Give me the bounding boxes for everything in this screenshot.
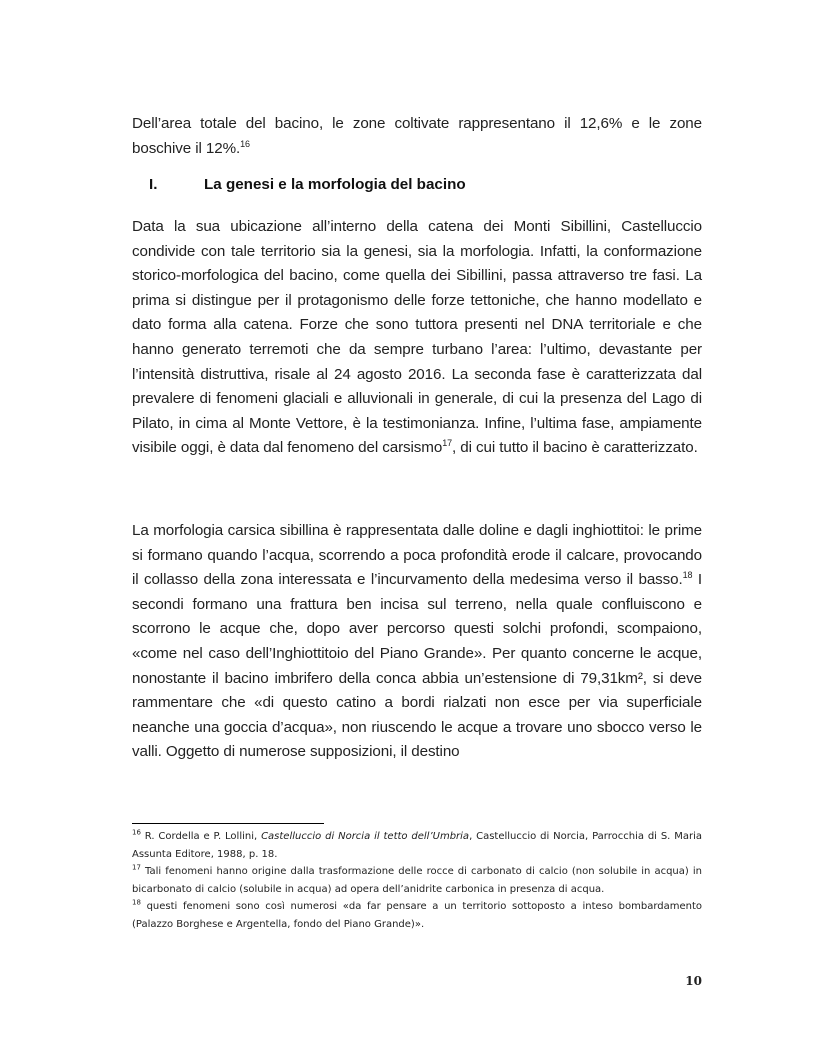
section-title: La genesi e la morfologia del bacino [204,176,466,193]
footnote-17 [132,863,702,898]
morfologia-text-end: I secondi formano una frattura ben incisa sul terreno, nella quale confluiscono e scorrono le acque che, dopo aver percorso questi solchi profondi, scompaiono, «come nel caso dell’Inghiottitoio del Piano Grande». Per quanto concerne le acque, nonostante il bacino imbrifero della conca abbia un’estensione di 79,31km², si deve rammentare che «di questo catino a bordi rialzati non esce per via superficiale neanche una goccia d’acqua», non riuscendo le acque a trovare uno sbocco verso le valli. Oggetto di numerose supposizioni, il destino [132,571,702,761]
intro-paragraph [132,112,702,161]
footnote-number: 16 [132,828,141,837]
intro-text: Dell’area totale del bacino, le zone coltivate rappresentano il 12,6% e le zone boschive il 12%. [132,115,702,157]
footnote-ref-17[interactable]: 17 [442,438,453,449]
paragraph-genesi [132,215,702,461]
morfologia-text: La morfologia carsica sibillina è rappresentata dalle doline e dagli inghiottitoi: le prime si formano quando l’acqua, scorrendo a poca profondità erode il calcare, provocando il collasso della zona interessata e l’incurvamento della medesima verso il basso. [132,522,702,589]
section-heading [149,176,466,193]
paragraph-morfologia [132,519,702,765]
footnote-text: questi fenomeni sono così numerosi «da far pensare a un territorio sottoposto a inteso bombardamento (Palazzo Borghese e Argentella, fondo del Piano Grande)». [132,901,702,930]
footnote-text: R. Cordella e P. Lollini, [140,831,262,842]
page-number: 10 [685,974,702,988]
footnotes [132,828,702,933]
footnote-text: , Castelluccio di Norcia, Parrocchia di S. Maria Assunta Editore, 1988, p. 18. [132,831,702,860]
genesi-text-end: , di cui tutto il bacino è caratterizzato. [452,439,698,457]
footnote-number: 17 [132,863,141,872]
footnote-text: Tali fenomeni hanno origine dalla trasformazione delle rocce di carbonato di calcio (non solubile in acqua) in bicarbonato di calcio (solubile in acqua) ad opera dell’anidrite carbonica in presenza di acqua. [132,866,702,895]
genesi-text: Data la sua ubicazione all’interno della catena dei Monti Sibillini, Castelluccio condivide con tale territorio sia la genesi, sia la morfologia. Infatti, la conformazione storico-morfologica del bacino, come quella dei Sibillini, passa attraverso tre fasi. La prima si distingue per il protagonismo delle forze tettoniche, che hanno modellato e dato forma alla catena. Forze che sono tuttora presenti nel DNA territoriale e che hanno generato terremoti che da sempre turbano l’area: l’ultimo, devastante per l’intensità distruttiva, risale al 24 agosto 2016. La seconda fase è caratterizzata dal prevalere di fenomeni glaciali e alluvionali in generale, di cui la presenza del Lago di Pilato, in cima al Monte Vettore, è la testimonianza. Infine, l’ultima fase, ampiamente visibile oggi, è data dal fenomeno del carsismo [132,218,702,457]
footnote-18 [132,898,702,933]
footnote-ref-16[interactable]: 16 [240,138,250,149]
section-number: I. [149,176,158,193]
footnote-separator [132,823,324,824]
footnote-ref-18[interactable]: 18 [682,570,693,581]
footnote-number: 18 [132,898,141,907]
footnote-16 [132,828,702,863]
footnote-book-title: Castelluccio di Norcia il tetto dell’Umbria [261,831,470,842]
